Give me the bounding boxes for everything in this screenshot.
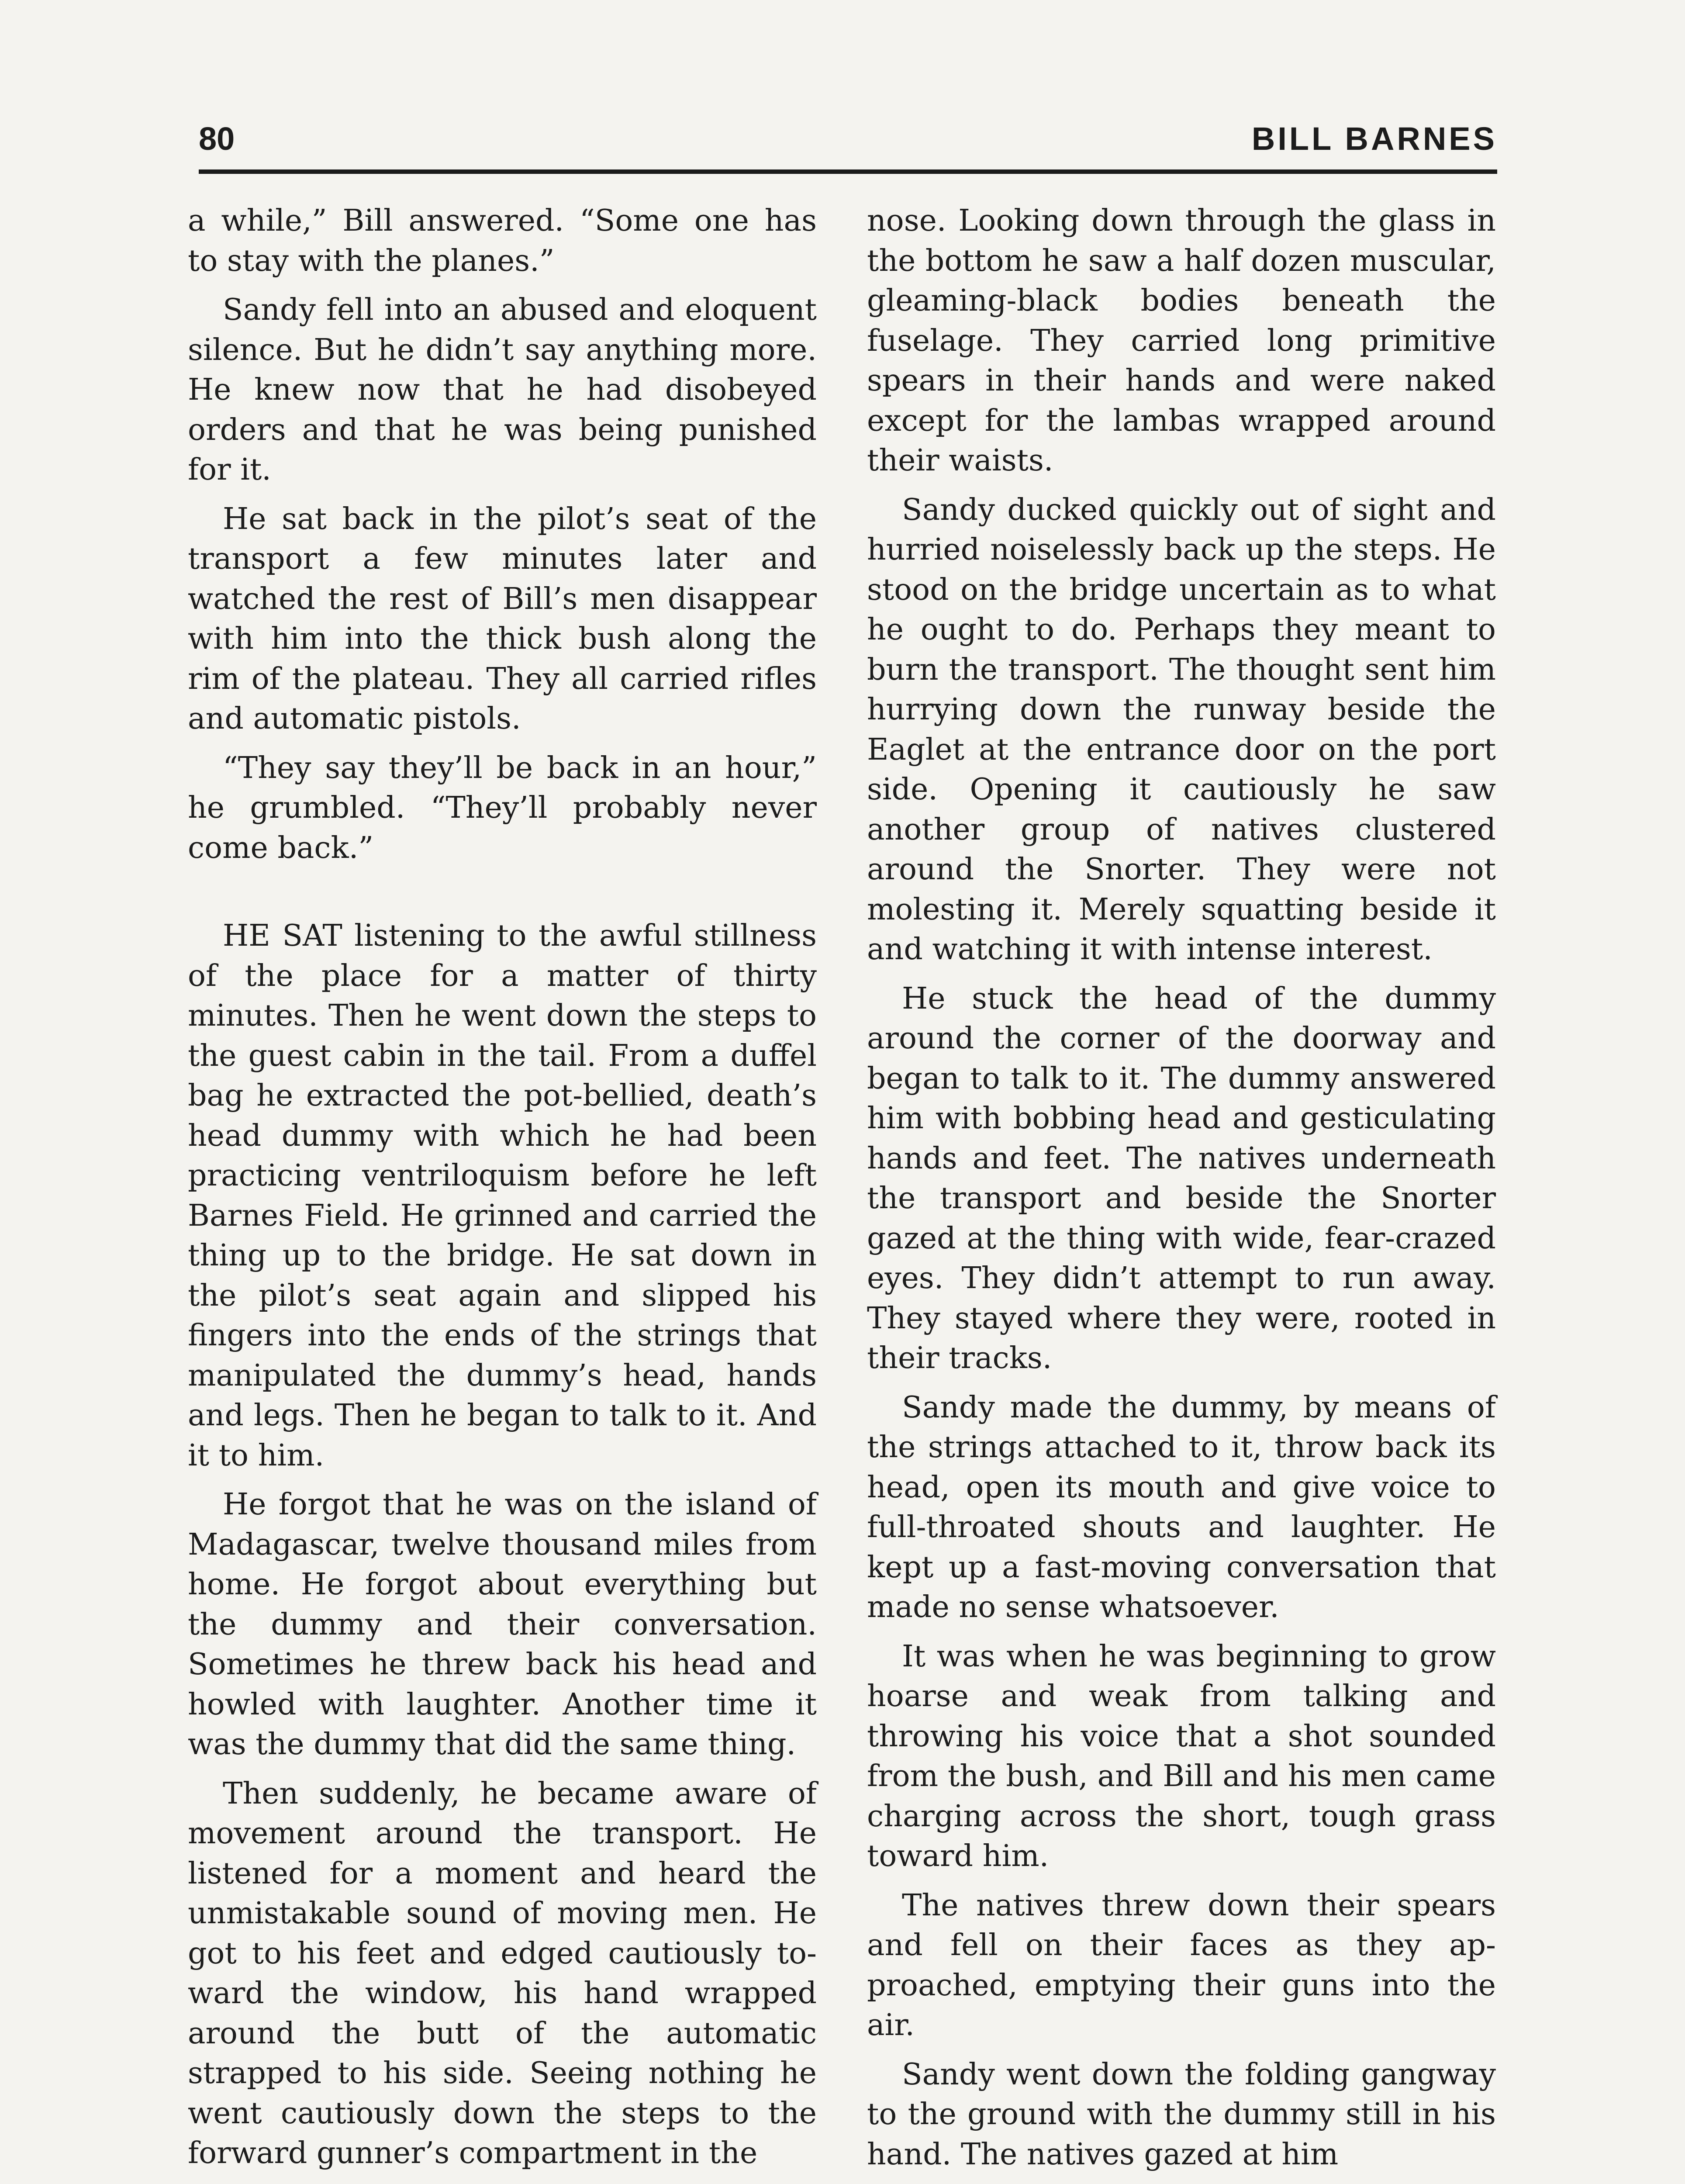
paragraph: He sat back in the pilot’s seat of the transport a few minutes later and watched the rest of Bill’s men disappear with him into the thick bush along the rim of the plateau. They all carried rifles and automatic pistols. <box>188 501 817 736</box>
running-head: BILL BARNES <box>1251 121 1497 157</box>
paragraph: Sandy made the dummy, by means of the strings attached to it, throw back its head, open its mouth and give voice to full-throated shouts and laughter. He kept up a fast-moving conversation that made no sense whatsoever. <box>867 1390 1496 1624</box>
paragraph: Sandy fell into an abused and eloquent silence. But he didn’t say anything more. He knew now that he had disobeyed orders and that he was being punished for it. <box>188 293 817 487</box>
section-opening-paragraph: HE SAT listening to the awful stillness of the place for a matter of thirty minutes. Then he went down the steps to the guest cabin in the tail. From a duffel bag he extracted the pot-bellied, death’s head dummy with which he had been practicing ventriloquism before he left Barnes Field. He grinned and carried the thing up to the bridge. He sat down in the pilot’s seat again and slipped his fingers into the ends of the strings that manipulated the dummy’s head, hands and legs. Then he began to talk to it. And it to him. <box>188 919 817 1473</box>
paragraph: He stuck the head of the dummy around the corner of the doorway and began to talk to it. The dummy answered him with bobbing head and gesticulating hands and feet. The natives underneath the transport and beside the Snorter gazed at the thing with wide, fear-crazed eyes. They didn’t attempt to run away. They stayed where they were, rooted in their tracks. <box>867 981 1496 1375</box>
paragraph: “They say they’ll be back in an hour,” he grumbled. “They’ll probably never come back.” <box>188 750 817 865</box>
right-column <box>867 201 1496 2184</box>
paragraph: Then suddenly, he became aware of movement around the transport. He listened for a moment and heard the unmistakable sound of moving men. He got to his feet and edged cautiously toward the window, his hand wrapped around the butt of the automatic strapped to his side. Seeing nothing he went cautiously down the steps to the forward gunner’s compartment in the <box>188 1776 817 2170</box>
paragraph: Sandy ducked quickly out of sight and hurried noiselessly back up the steps. He stood on the bridge uncertain as to what he ought to do. Perhaps they meant to burn the transport. The thought sent him hurrying down the runway beside the Eaglet at the entrance door on the port side. Opening it cautiously he saw another group of natives clustered around the Snorter. They were not molesting it. Merely squatting beside it and watching it with intense interest. <box>867 492 1496 967</box>
paragraph: nose. Looking down through the glass in the bottom he saw a half dozen muscular, gleaming-black bodies beneath the fuselage. They carried long primitive spears in their hands and were naked except for the lambas wrapped around their waists. <box>867 204 1496 478</box>
page-header <box>199 121 1497 174</box>
paragraph: He forgot that he was on the island of Madagascar, twelve thousand miles from home. He forgot about everything but the dummy and their conversation. Sometimes he threw back his head and howled with laughter. Another time it was the dummy that did the same thing. <box>188 1487 817 1762</box>
paragraph: It was when he was beginning to grow hoarse and weak from talking and throwing his voice that a shot sounded from the bush, and Bill and his men came charging across the short, tough grass toward him. <box>867 1639 1496 1873</box>
paragraph: The natives threw down their spears and fell on their faces as they approached, emptying their guns into the air. <box>867 1888 1496 2042</box>
page-number: 80 <box>199 121 235 157</box>
paragraph: a while,” Bill answered. “Some one has to stay with the planes.” <box>188 204 817 278</box>
left-column <box>188 201 817 2183</box>
paragraph: Sandy went down the folding gangway to the ground with the dummy still in his hand. The natives gazed at him <box>867 2057 1496 2172</box>
